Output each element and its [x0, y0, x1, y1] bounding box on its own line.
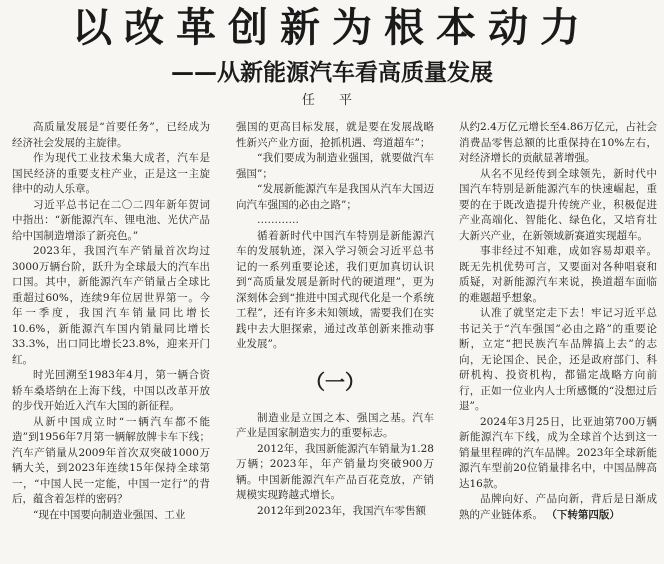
paragraph: 时光回溯至1983年4月，第一辆合资轿车桑塔纳在上海下线，中国以改革开放的步伐开始近入汽车大国的新征程。 — [12, 369, 210, 412]
paragraph: 循着新时代中国汽车特别是新能源汽车的发展轨迹，深入学习领会习近平总书记的一系列重要论述，我们更加真切认识到“高质量发展是新时代的硬道理”，更为深刻体会到“推进中国式现代化是一个系统工程”，还有许多未知领域，需要我们在实践中去大胆探索，通过改革创新来推动事业发展”。 — [236, 229, 434, 350]
paragraph: “现在中国要向制造业强国、工业 — [33, 508, 186, 521]
article-title: 以改革创新为根本动力 — [72, 5, 592, 51]
paragraph: 2012年，我国新能源汽车销量为1.28万辆；2023年，年产销量均突破900万辆。中国新能源汽车产品百花竞放，产销规模实现跨越式增长。 — [236, 442, 434, 501]
paragraph-last — [459, 492, 657, 523]
paragraph: 从新中国成立时“一辆汽车都不能造”到1956年7月第一辆解放牌卡车下线；汽车产销量从2009年首次双突破1000万辆大关，到2023年连续15年保持全球第一，“中国人民一定能，中国一定行”的背后，蕴含着怎样的密码？ — [12, 415, 210, 505]
paragraph-text: 品牌向好、产品向新，背后是日渐成熟的产业链体系。 — [459, 493, 657, 521]
section-heading: （一） — [305, 369, 365, 394]
paragraph: 作为现代工业技术集大成者，汽车是国民经济的重要支柱产业，正是这一主旋律中的动人乐章。 — [12, 152, 210, 195]
paragraph: 从名不见经传到全球领先，新时代中国汽车特别是新能源汽车的快速崛起，重要的在于既改造提升传统产业，积极促进产业高端化、智能化、绿色化，又培育壮大新兴产业，在新领域新赛道实现超车。 — [459, 167, 657, 242]
paragraph: 高质量发展是“首要任务”，已经成为经济社会发展的主旋律。 — [12, 121, 210, 149]
paragraph: “发展新能源汽车是我国从汽车大国迈向汽车强国的必由之路”； — [236, 183, 434, 211]
paragraph: 2023年，我国汽车产销量首次均过3000万辆台阶，跃升为全球最大的汽车出口国。其中，新能源汽车产销量占全球比重超过60%，连续9年位居世界第一。今年一季度，我国汽车销量同比增长10.6%，新能源汽车国内销量同比增长33.3%，出口同比增长23.8%，迎来开门红。 — [12, 245, 210, 366]
continue-note: （下转第四版） — [546, 508, 620, 521]
paragraph: 强国的更高目标发展，就是要在发展战略性新兴产业方面，抢抓机遇、弯道超车”； — [236, 121, 434, 149]
paragraph: 认准了就坚定走下去！牢记习近平总书记关于“汽车强国”必由之路”的重要论断，立定“把民族汽车品牌搞上去”的志向，无论国企、民企，还是政府部门、科研机构、投资机构，都锚定战略方向前行，正如一位业内人士所感慨的“没想过后退”。 — [459, 307, 657, 412]
paragraph: “我们要成为制造业强国，就要做汽车强国”； — [236, 152, 434, 180]
paragraph: ………… — [257, 214, 299, 226]
column-3 — [459, 120, 657, 562]
paragraph: 从约2.4万亿元增长至4.86万亿元，占社会消费品零售总额的比重保持在10%左右，对经济增长的贡献显著增强。 — [459, 121, 657, 164]
paragraph: 2024年3月25日，比亚迪第700万辆新能源汽车下线，成为全球首个达到这一销量里程碑的汽车品牌。2023年全球新能源汽车型前20位销量排名中，中国品牌高达16款。 — [459, 415, 657, 490]
paragraph: 2012年到2023年，我国汽车零售额 — [257, 504, 426, 517]
paragraph: 制造业是立国之本、强国之基。汽车产业是国家制造实力的重要标志。 — [236, 411, 434, 439]
column-1 — [12, 120, 210, 562]
article-subtitle: ——从新能源汽车看高质量发展 — [171, 60, 493, 86]
paragraph: 习近平总书记在二〇二四年新年贺词中指出：“新能源汽车、锂电池、光伏产品给中国制造增添了新亮色。” — [12, 198, 210, 242]
column-2 — [236, 120, 434, 562]
author-byline: 任 平 — [301, 93, 363, 108]
paragraph: 事非经过不知难，成如容易却艰辛。既无先机优势可言，又要面对各种唱衰和质疑，对新能源汽车来说，换道超车面临的难题超乎想象。 — [459, 245, 657, 304]
